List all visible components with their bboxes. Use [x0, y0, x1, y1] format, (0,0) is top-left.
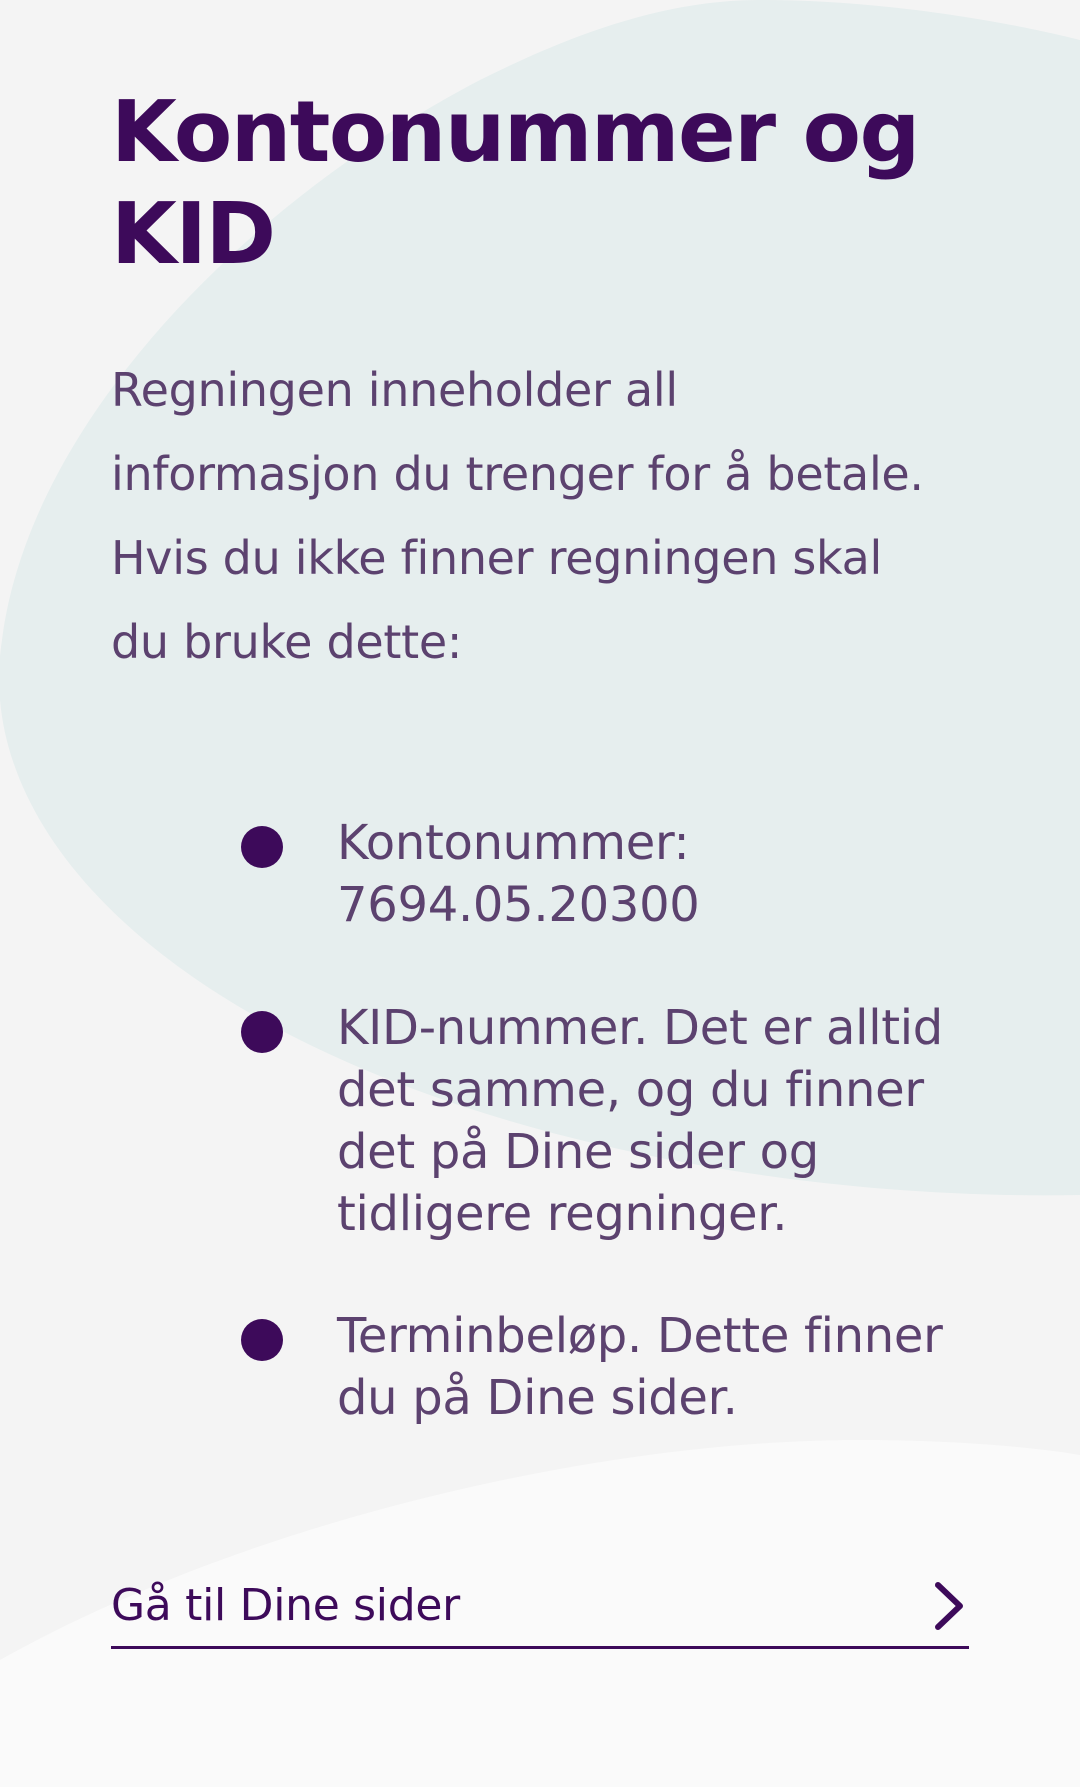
list-item-text: Terminbeløp. Dette finner du på Dine sider. — [337, 1308, 943, 1426]
page-title: Kontonummer og KID — [111, 83, 919, 284]
list-item-text: Kontonummer: 7694.05.20300 — [337, 815, 700, 933]
go-to-dine-sider-link[interactable] — [111, 1570, 969, 1649]
bullet-dot-icon — [241, 1319, 283, 1361]
chevron-right-icon — [929, 1580, 969, 1632]
bullet-dot-icon — [241, 1011, 283, 1053]
intro-paragraph: Regningen inneholder all informasjon du trenger for å betale. Hvis du ikke finner regningen skal du bruke dette: — [111, 363, 924, 669]
link-label: Gå til Dine sider — [111, 1580, 460, 1631]
bullet-dot-icon — [241, 826, 283, 868]
list-item-text: KID-nummer. Det er alltid det samme, og du finner det på Dine sider og tidligere regninger. — [337, 1000, 943, 1242]
